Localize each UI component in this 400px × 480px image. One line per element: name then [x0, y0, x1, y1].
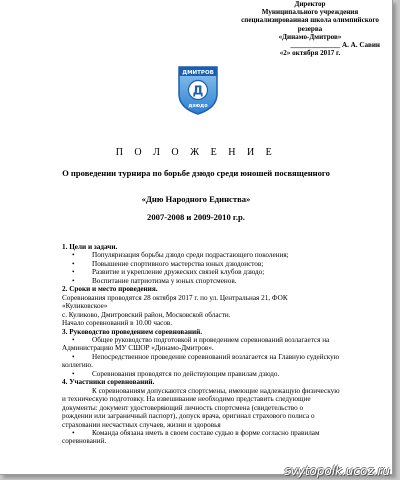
site-watermark: svytopolk.ucoz.ru: [284, 464, 390, 478]
approval-line: специализированная школа олимпийского: [241, 16, 379, 25]
bullet-item: • Воспитание патриотизма у юных спортсменов.: [72, 276, 237, 285]
birth-years: 2007-2008 и 2009-2010 г.р.: [147, 212, 245, 222]
bullet-icon: •: [72, 259, 75, 268]
text-line: К соревнованиям допускаются спортсмены, имеющие надлежащую физическую: [92, 386, 340, 395]
text-line: «Куликовское»: [62, 302, 108, 311]
bullet-item: • Повышение спортивного мастерства юных дзюдоистов;: [72, 259, 264, 268]
bullet-item: • Развитие и укрепление дружеских связей клубов дзюдо;: [72, 268, 265, 277]
document-title: П О Л О Ж Е Н И Е: [115, 147, 277, 158]
text-line: Соревнования проводятся 28 октября 2017 г. по ул. Центральная 21, ФОК: [62, 293, 288, 302]
bullet-item: • Популяризация борьбы дзюдо среди подрастающего поколения;: [72, 251, 289, 260]
document-subtitle: О проведении турнира по борьбе дзюдо среди юношей посвященного: [62, 168, 330, 178]
bullet-item: • Соревнования проводятся по действующим правилам дзюдо.: [72, 369, 280, 378]
event-name: «Дню Народного Единства»: [141, 194, 251, 204]
section-heading: 3. Руководство проведением соревнований.: [62, 327, 203, 336]
text-line: с. Куликово, Дмитровский район, Московской области.: [62, 310, 231, 319]
text-line: соревнований.: [62, 437, 107, 446]
bullet-icon: •: [72, 335, 75, 344]
bullet-icon: •: [72, 352, 75, 361]
logo-bottom-text: дзюдо: [188, 103, 208, 109]
approval-line: «Динамо-Дмитров»: [278, 32, 342, 41]
approval-block: [230, 0, 390, 57]
logo-top-text: ДМИТРОВ: [182, 70, 214, 76]
dinamo-shield-logo: [176, 64, 220, 116]
bullet-item: • Непосредственное проведение соревнований возлагается на Главную судейскую: [72, 352, 340, 361]
logo-letter: Д: [192, 83, 204, 98]
bullet-icon: •: [72, 251, 75, 260]
approval-line: резерва: [297, 24, 323, 33]
section-heading: 1. Цели и задачи.: [62, 243, 118, 251]
bullet-icon: •: [72, 268, 75, 277]
text-line: и техническую подготовку. На взвешивание необходимо представить следующие: [62, 395, 311, 404]
approval-date: «2» октября 2017 г.: [279, 49, 341, 58]
section-heading: 2. Сроки и место проведения.: [62, 285, 158, 294]
approval-signature-line: ______________ А. А. Савин: [290, 41, 380, 50]
bullet-icon: •: [72, 369, 75, 378]
approval-line: Директор: [294, 0, 326, 8]
bullet-icon: •: [72, 428, 75, 437]
text-line: рождении или заграничный паспорт), допуск врача, оригинал страхового полиса о: [62, 412, 315, 421]
text-line: Администрацию МУ СШОР «Динамо-Дмитров».: [62, 344, 214, 353]
approval-line: Муниципального учреждения: [261, 8, 359, 17]
section-heading: 4. Участники соревнований.: [62, 378, 155, 387]
text-line: документы: документ удостоверяющий личность спортсмена (свидетельство о: [62, 403, 304, 412]
bullet-icon: •: [72, 276, 75, 285]
document-body: [62, 243, 370, 446]
bullet-item: • Команда обязана иметь в своем составе судью в форме согласно правилам: [72, 428, 320, 437]
text-line: Начало соревнований в 10.00 часов.: [62, 319, 173, 328]
bullet-item: • Общее руководство подготовкой и проведением соревнований возлагается на: [72, 335, 330, 344]
text-line: коллегию.: [62, 361, 93, 370]
text-line: страховании несчастных случаев, жизни и здоровья: [62, 420, 221, 429]
